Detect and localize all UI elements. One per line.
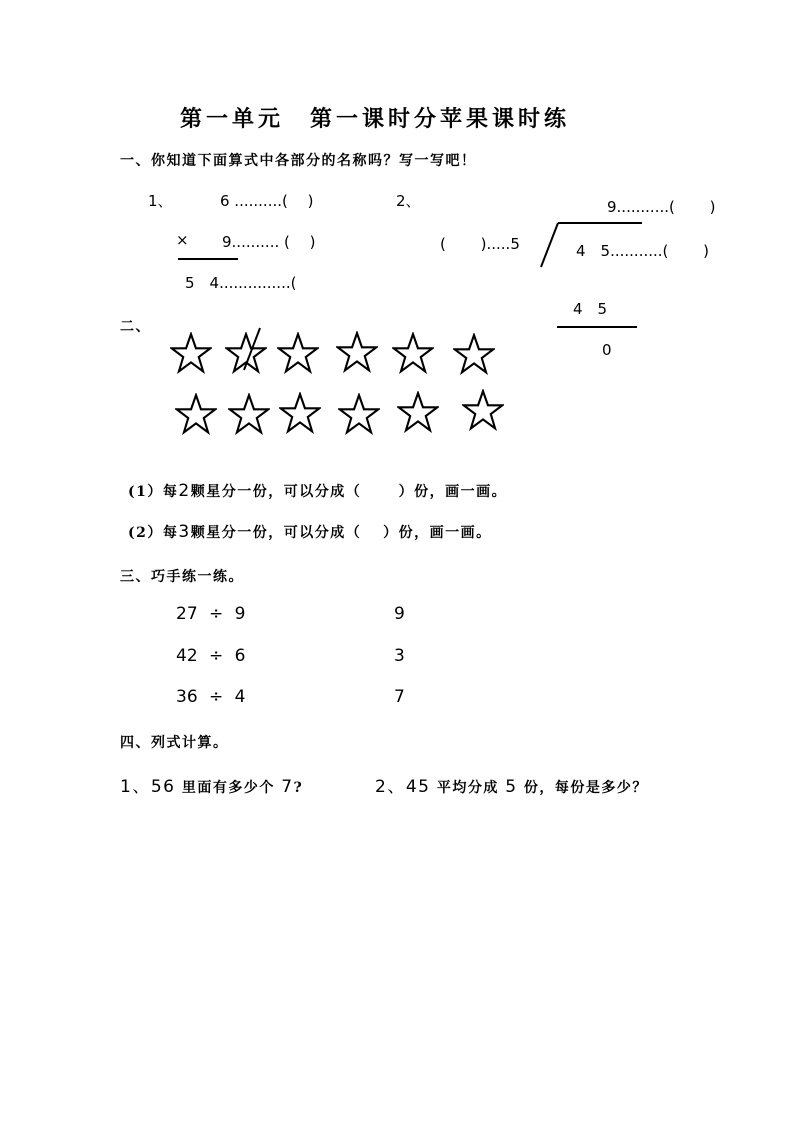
problem1-product: 5 4...............( bbox=[185, 274, 297, 292]
star-icon bbox=[392, 332, 434, 374]
problem2-dividend: 4 5...........( ) bbox=[576, 242, 710, 260]
star-icon bbox=[453, 333, 495, 375]
slash-mark bbox=[240, 326, 264, 374]
q1-suffix: 颗星分一份，可以分成（ ）份，画一画。 bbox=[190, 484, 508, 500]
problem1-multiplicand: 6 ..........( ) bbox=[220, 192, 314, 210]
problem2-remainder: 0 bbox=[602, 341, 612, 359]
q1-prefix: (1）每 bbox=[128, 484, 179, 500]
problem1-operator: × bbox=[176, 231, 189, 249]
star-icon bbox=[277, 332, 319, 374]
expr-row-3[interactable]: 36 ÷ 4 bbox=[176, 687, 246, 707]
star-icon bbox=[228, 393, 270, 435]
section2-heading: 二、 bbox=[120, 319, 151, 335]
problem1-label: 1、 bbox=[148, 192, 173, 210]
problem2-divisor: ( ).....5 bbox=[440, 235, 520, 253]
wp1-t2: ? bbox=[293, 780, 304, 796]
wp2-t1: 平均分成 bbox=[436, 780, 499, 796]
star-icon bbox=[338, 393, 380, 435]
problem2-product: 4 5 bbox=[573, 300, 608, 318]
problem1-multiplier: 9.......... ( ) bbox=[222, 233, 316, 251]
word-problem-1 bbox=[120, 772, 303, 797]
section3-heading: 三、巧手练一练。 bbox=[120, 569, 244, 585]
answer-row-3[interactable]: 7 bbox=[394, 687, 405, 707]
question-2-1 bbox=[128, 481, 507, 501]
wp1-n1: 56 bbox=[150, 777, 176, 797]
q2-suffix: 颗星分一份，可以分成（ ）份，画一画。 bbox=[190, 525, 492, 541]
problem2-quotient: 9...........( ) bbox=[607, 198, 716, 216]
problem2-underline bbox=[557, 326, 637, 328]
star-icon bbox=[336, 331, 378, 373]
expr-row-1[interactable]: 27 ÷ 9 bbox=[176, 604, 246, 624]
wp2-n2: 5 bbox=[505, 777, 518, 797]
problem1-underline bbox=[178, 258, 238, 260]
star-icon bbox=[170, 332, 212, 374]
wp2-n1: 45 bbox=[405, 777, 431, 797]
star-icon bbox=[397, 391, 439, 433]
q1-number: 2 bbox=[178, 481, 191, 501]
expr-row-2[interactable]: 42 ÷ 6 bbox=[176, 646, 246, 666]
section1-heading: 一、你知道下面算式中各部分的名称吗？写一写吧！ bbox=[120, 153, 477, 169]
wp1-label: 1、 bbox=[120, 777, 151, 797]
problem2-label: 2、 bbox=[396, 192, 421, 210]
section4-heading: 四、列式计算。 bbox=[120, 735, 229, 751]
answer-row-1[interactable]: 9 bbox=[394, 604, 405, 624]
wp1-t1: 里面有多少个 bbox=[181, 780, 275, 796]
question-2-2 bbox=[128, 522, 492, 542]
q2-number: 3 bbox=[178, 522, 191, 542]
star-icon bbox=[175, 393, 217, 435]
answer-row-2[interactable]: 3 bbox=[394, 646, 405, 666]
q2-prefix: (2）每 bbox=[128, 525, 179, 541]
star-icon bbox=[462, 389, 504, 431]
word-problem-2 bbox=[375, 772, 648, 797]
wp2-t2: 份，每份是多少？ bbox=[523, 780, 648, 796]
wp1-n2: 7 bbox=[281, 777, 294, 797]
wp2-label: 2、 bbox=[375, 777, 406, 797]
star-icon bbox=[279, 392, 321, 434]
page-title: 第一单元 第一课时分苹果课时练 bbox=[180, 106, 571, 132]
